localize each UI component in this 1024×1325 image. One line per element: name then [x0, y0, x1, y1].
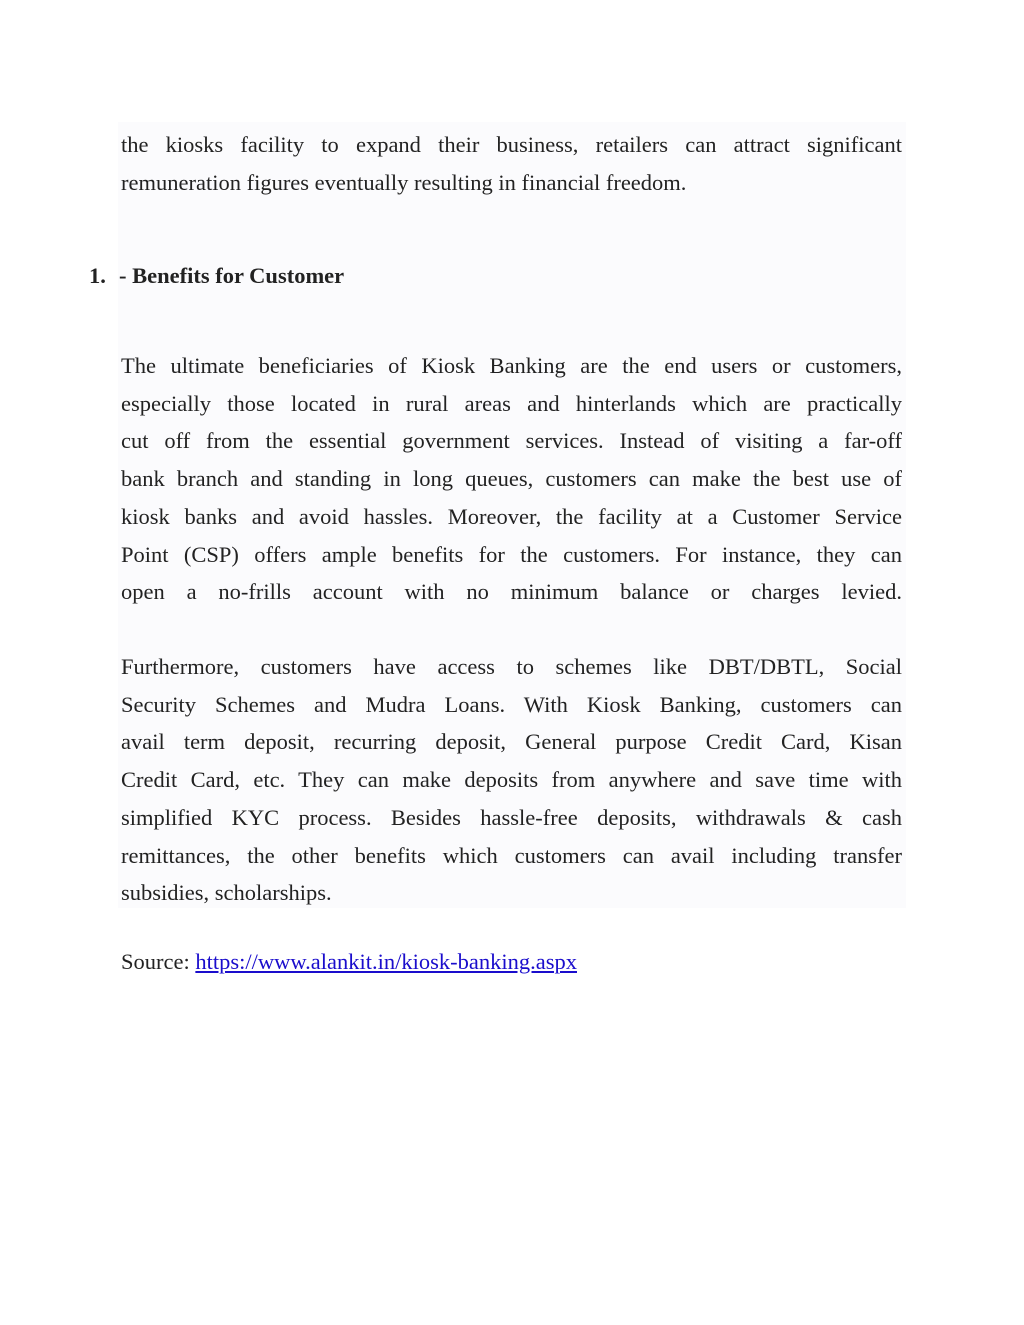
intro-line: the kiosks facility to expand their business, retailers can attract significant — [121, 132, 902, 157]
paragraph-line: avail term deposit, recurring deposit, General purpose Credit Card, Kisan — [121, 729, 902, 755]
paragraph-line: bank branch and standing in long queues, customers can make the best use of — [121, 466, 902, 492]
intro-line: remuneration figures eventually resulting in financial freedom. — [121, 169, 687, 195]
schemes-paragraph — [121, 648, 902, 912]
paragraph-line: Furthermore, customers have access to schemes like DBT/DBTL, Social — [121, 654, 902, 679]
paragraph-line: especially those located in rural areas and hinterlands which are practically — [121, 390, 902, 416]
beneficiaries-paragraph — [121, 347, 902, 611]
section-heading — [89, 259, 344, 293]
source-link[interactable]: https://www.alankit.in/kiosk-banking.aspx — [195, 949, 577, 974]
paragraph-line: The ultimate beneficiaries of Kiosk Banking are the end users or customers, — [121, 353, 902, 378]
intro-paragraph — [121, 126, 902, 201]
source-label: Source: — [121, 949, 190, 974]
section-number: 1. — [89, 263, 106, 288]
paragraph-line: kiosk banks and avoid hassles. Moreover, the facility at a Customer Service — [121, 503, 902, 529]
paragraph-line: Security Schemes and Mudra Loans. With Kiosk Banking, customers can — [121, 691, 902, 717]
paragraph-line: cut off from the essential government services. Instead of visiting a far-off — [121, 428, 902, 454]
paragraph-line: subsidies, scholarships. — [121, 880, 332, 906]
paragraph-line: Credit Card, etc. They can make deposits from anywhere and save time with — [121, 767, 902, 793]
paragraph-line: remittances, the other benefits which customers can avail including transfer — [121, 842, 902, 868]
paragraph-line: Point (CSP) offers ample benefits for the customers. For instance, they can — [121, 541, 902, 567]
section-title: - Benefits for Customer — [119, 263, 345, 288]
paragraph-line: open a no-frills account with no minimum balance or charges levied. — [121, 579, 902, 605]
source-line — [121, 943, 577, 980]
paragraph-line: simplified KYC process. Besides hassle-free deposits, withdrawals & cash — [121, 804, 902, 830]
